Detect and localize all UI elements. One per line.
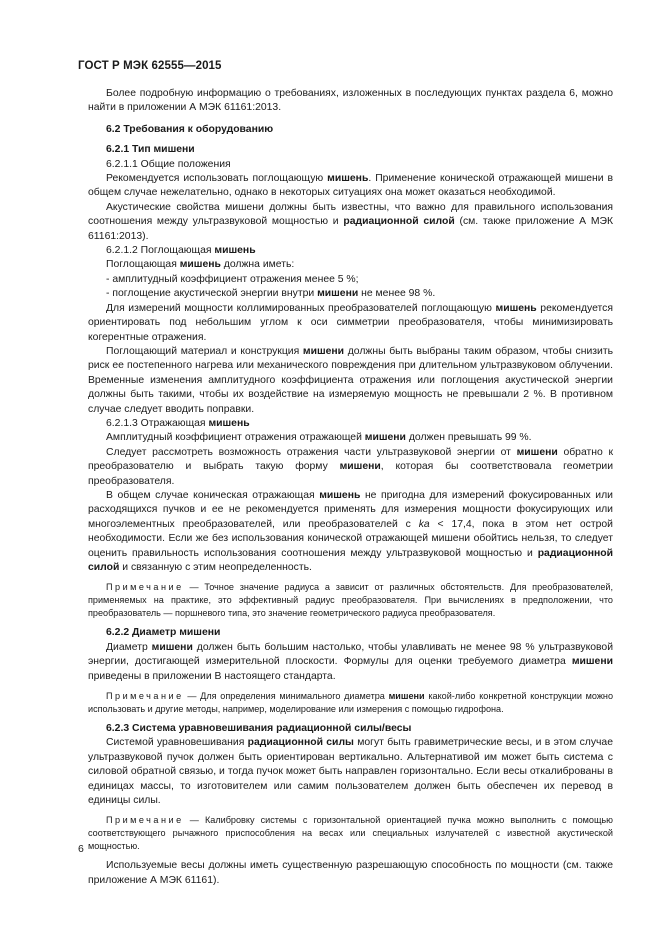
note: Примечание — Точное значение радиуса a зависит от различных обстоятельств. Для преобразователей, применяемых на практике, это эффективный радиус преобразователя. При вычислениях в предположении, что преобразователь — поршневого типа, это значение геометрического радиуса преобразователя. bbox=[88, 582, 613, 619]
section-heading-6-2-1: 6.2.1 Тип мишени bbox=[106, 144, 195, 156]
paragraph: Поглощающий материал и конструкция мишени должны быть выбраны таким образом, чтобы снизить риск ее постепенного нагрева или механического повреждения при длительном ультразвуковом облучении. Временные изменения амплитудного коэффициента отражения или поглощения акустической энергии должны быть такими, чтобы их воздействие на измеряемую мощность не превышали 2 %. В противном случае следует вводить поправки. bbox=[88, 345, 613, 415]
section-heading-6-2-3: 6.2.3 Система уравновешивания радиационной силы/весы bbox=[106, 723, 412, 735]
paragraph: Диаметр мишени должен быть большим настолько, чтобы улавливать не менее 98 % ультразвуковой энергии, достигающей измерительной плоскости. Формулы для оценки требуемого диаметра мишени приведены в приложении В настоящего стандарта. bbox=[88, 641, 613, 682]
section-heading-6-2-2: 6.2.2 Диаметр мишени bbox=[106, 627, 221, 639]
note-label: Примечание bbox=[106, 691, 184, 702]
note: Примечание — Для определения минимального диаметра мишени какой-либо конкретной конструкции можно использовать и другие методы, например, моделирование или измерения с помощью гидрофона. bbox=[88, 691, 614, 715]
section-heading-6-2-1-3: 6.2.1.3 Отражающая мишень bbox=[106, 417, 250, 429]
paragraph: Рекомендуется использовать поглощающую мишень. Применение конической отражающей мишени в общем случае нежелательно, однако в некоторых ситуациях она может оказаться необходимой. bbox=[88, 173, 613, 199]
intro-paragraph: Более подробную информацию о требованиях, изложенных в последующих пунктах раздела 6, можно найти в приложении А МЭК 61161:2013. bbox=[88, 88, 613, 114]
paragraph: Амплитудный коэффициент отражения отражающей мишени должен превышать 99 %. bbox=[106, 432, 532, 444]
paragraph: Используемые весы должны иметь существенную разрешающую способность по мощности (см. также приложение А МЭК 61161). bbox=[88, 860, 613, 886]
document-body bbox=[88, 87, 613, 888]
paragraph: Системой уравновешивания радиационной силы могут быть гравиметрические весы, и в этом случае ультразвуковой пучок должен быть ориентирован вертикально. Альтернативой им может быть система с силовой обратной связью, и тогда пучок может быть направлен горизонтально. Если весы откалиброваны в единицах массы, то изготовителем или самим пользователем должен быть обеспечен их перевод в единицы силы. bbox=[88, 737, 613, 807]
paragraph: Для измерений мощности коллимированных преобразователей поглощающую мишень рекомендуется ориентировать под небольшим углом к оси симметрии преобразователя, чтобы минимизировать когерентные отражения. bbox=[88, 302, 613, 343]
paragraph: В общем случае коническая отражающая мишень не пригодна для измерений фокусированных или расходящихся пучков и ее не рекомендуется применять для измерения мощности фокусирующих или многоэлементных преобразователей, или преобразователей с ka < 17,4, пока в этом нет острой необходимости. Если же без использования конической отражающей мишени обойтись нельзя, то следует оценить правильность использования соотношения между ультразвуковой мощностью и радиационной силой и связанную с этим неопределенность. bbox=[88, 489, 613, 573]
note-label: Примечание bbox=[106, 582, 184, 593]
paragraph: Поглощающая мишень должна иметь: bbox=[106, 259, 295, 271]
section-heading-6-2-1-1: 6.2.1.1 Общие положения bbox=[106, 158, 231, 170]
paragraph: Акустические свойства мишени должны быть известны, что важно для правильного использования соотношения между ультразвуковой мощностью и радиационной силой (см. также приложение А МЭК 61161:2013). bbox=[88, 201, 613, 242]
note: Примечание — Калибровку системы с горизонтальной ориентацией пучка можно выполнить с помощью соответствующего рычажного приспособления на весах или специальных излучателей с известной акустической мощностью. bbox=[88, 815, 613, 852]
page-number: 6 bbox=[78, 843, 84, 855]
section-heading-6-2-1-2: 6.2.1.2 Поглощающая мишень bbox=[106, 245, 256, 257]
section-heading-6-2: 6.2 Требования к оборудованию bbox=[106, 123, 274, 135]
list-item: - поглощение акустической энергии внутри мишени не менее 98 %. bbox=[106, 288, 436, 300]
list-item: - амплитудный коэффициент отражения менее 5 %; bbox=[106, 273, 359, 285]
note-label: Примечание bbox=[106, 815, 184, 826]
document-header: ГОСТ Р МЭК 62555—2015 bbox=[78, 60, 222, 72]
paragraph: Следует рассмотреть возможность отражения части ультразвуковой энергии от мишени обратно к преобразователю и выбрать такую форму мишени, которая бы соответствовала геометрии преобразователя. bbox=[88, 446, 613, 487]
